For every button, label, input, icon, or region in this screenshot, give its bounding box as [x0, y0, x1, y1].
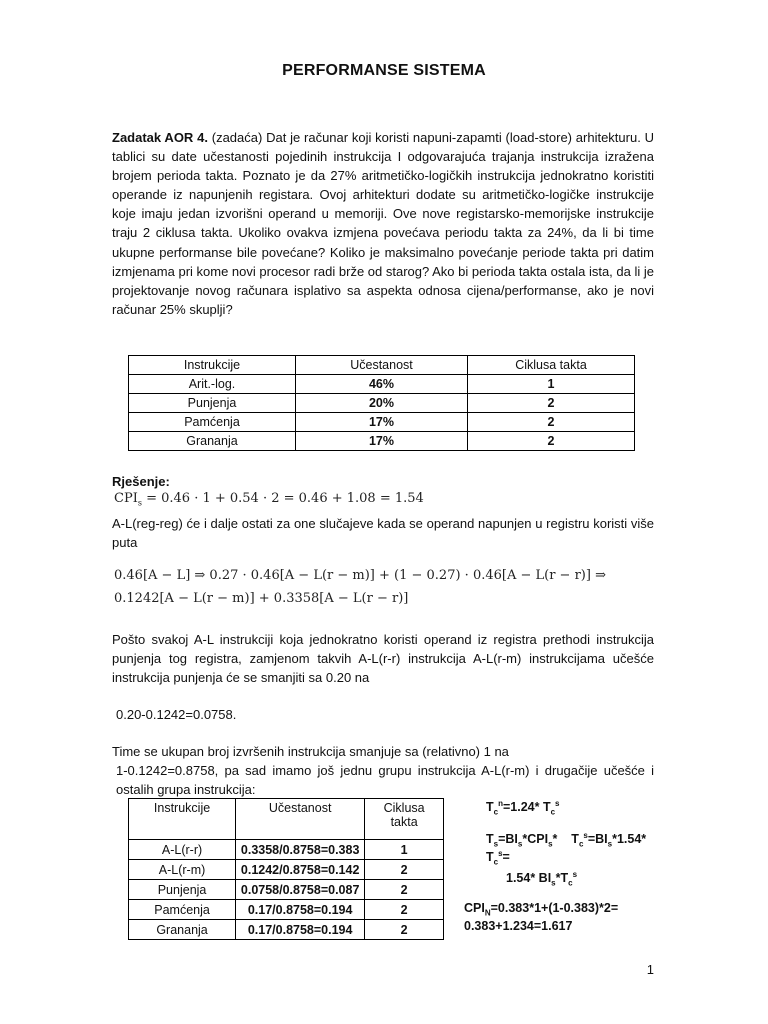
page-title: PERFORMANSE SISTEMA [282, 62, 486, 79]
equation-part: 1.54* $BI_s*T_c^s$ [506, 870, 578, 888]
table-header-row [129, 356, 635, 375]
solution-paragraph-1: A-L(reg-reg) će i dalje ostati za one slučajeve kada se operand napunjen u registru koristi više puta [112, 516, 654, 551]
equation-part: $T_s=BI_s*CPI_s*$ [486, 832, 558, 849]
table-cell: 0.3358/0.8758=0.383 [236, 840, 365, 860]
solution-label: Rješenje: [112, 474, 170, 489]
table-cell: 17% [295, 432, 467, 451]
table-cell: Arit.-log. [129, 375, 296, 394]
table-cell: Grananja [129, 432, 296, 451]
table-cell: 2 [468, 413, 635, 432]
table-cell: 46% [295, 375, 467, 394]
equation-line-2: 0.1242[A − L(r − m)] + 0.3358[A − L(r − r)] [114, 591, 409, 606]
equation-part: $T_c^s=$ [486, 849, 510, 867]
table-cell: 0.0758/0.8758=0.087 [236, 880, 365, 900]
table-cell: 2 [365, 880, 444, 900]
table-row [129, 375, 635, 394]
table-cell: Punjenja [129, 394, 296, 413]
new-cpi-result: 0.383+1.234=1.617 [464, 919, 573, 933]
table-cell: A-L(r-r) [129, 840, 236, 860]
cpi-equation: $CPI_s = 0.46 \cdot 1 + 0.54 \cdot 2 = 0.46 + 1.08 = 1.54$ [114, 491, 424, 508]
clock-period-equation: $T_c^n=1.24*$ $T_c^s$ [486, 799, 560, 817]
table-row [129, 860, 444, 880]
equation-part: $T_c^s=BI_s*1.54*$ [571, 831, 647, 849]
table-cell: 0.17/0.8758=0.194 [236, 920, 365, 940]
table-row [129, 880, 444, 900]
table-row [129, 432, 635, 451]
task-label: Zadatak AOR 4. [112, 130, 208, 145]
frequency-table [128, 355, 635, 451]
table-header: Učestanost [236, 799, 365, 840]
table-cell: A-L(r-m) [129, 860, 236, 880]
table-cell: Pamćenja [129, 900, 236, 920]
table-cell: 1 [365, 840, 444, 860]
page-number: 1 [646, 962, 654, 977]
task-paragraph [112, 128, 654, 319]
table-cell: Grananja [129, 920, 236, 940]
table-header: Instrukcije [129, 799, 236, 840]
table-row [129, 413, 635, 432]
table-cell: 17% [295, 413, 467, 432]
table-header: Instrukcije [129, 356, 296, 375]
table-header: Učestanost [295, 356, 467, 375]
table-header: Ciklusa takta [468, 356, 635, 375]
table-cell: 2 [365, 920, 444, 940]
table-cell: Pamćenja [129, 413, 296, 432]
table-header-row [129, 799, 444, 840]
table-cell: 0.17/0.8758=0.194 [236, 900, 365, 920]
table-cell: 1 [468, 375, 635, 394]
table-cell: 0.1242/0.8758=0.142 [236, 860, 365, 880]
new-cpi-equation: $CPI_N=0.383*1+(1-0.383)*2=$ [464, 901, 619, 918]
new-frequency-table [128, 798, 444, 940]
table-cell: Punjenja [129, 880, 236, 900]
solution-paragraph-3: 0.20-0.1242=0.0758. [116, 707, 237, 722]
paragraph-line: Time se ukupan broj izvršenih instrukcija smanjuje sa (relativno) 1 na [112, 744, 509, 759]
table-header: Ciklusa takta [365, 799, 444, 840]
execution-time-equation [486, 831, 646, 849]
paragraph-rest: 1-0.1242=0.8758, pa sad imamo još jednu grupu instrukcija A-L(r-m) i drugačije učešće i ostalih grupa instrukcija: [116, 763, 654, 798]
table-cell: 20% [295, 394, 467, 413]
table-row [129, 394, 635, 413]
task-text: (zadaća) Dat je računar koji koristi napuni-zapamti (load-store) arhitekturu. U tablici su date učestanosti pojedinih instrukcija I odgovarajuća trajanja instrukcija izražena brojem perioda takta. Poznato je da 27% aritmetičko-logičkih instrukcija jednokratno koristiti operande iz napunjenih registara. Ovoj arhitekturi dodate su aritmetičko-logičke instrukcije koje imaju jedan izvorišni operand u memoriji. Ove nove registarsko-memorijske instrukcije traju 2 ciklusa takta. Ukoliko ovakva izmjena povećava periodu takta za 24%, da li bi time ukupne performanse bile povećane? Koliko je maksimalno povećanje periode takta pri datim izmjenama pri kome novi procesor radi brže od starog? Ako bi perioda takta ostala ista, da li je projektovanje novog računara isplativo sa aspekta odnosa cijena/performanse, ako je novi računar 25% skuplji? [112, 130, 654, 317]
equation-line-1: 0.46[A − L] ⇒ 0.27 · 0.46[A − L(r − m)] + (1 − 0.27) · 0.46[A − L(r − r)] ⇒ [114, 568, 606, 583]
table-cell: 2 [365, 860, 444, 880]
solution-paragraph-2: Pošto svakoj A-L instrukciji koja jednokratno koristi operand iz registra prethodi instrukcija punjenja tog registra, zamjenom takvih A-L(r-r) instrukcija A-L(r-m) instrukcijama učešće instrukcija punjenja će se smanjiti sa 0.20 na [112, 632, 654, 686]
table-cell: 2 [468, 432, 635, 451]
table-row [129, 920, 444, 940]
table-cell: 2 [365, 900, 444, 920]
table-row [129, 840, 444, 860]
table-row [129, 900, 444, 920]
table-cell: 2 [468, 394, 635, 413]
solution-paragraph-4 [112, 742, 654, 799]
